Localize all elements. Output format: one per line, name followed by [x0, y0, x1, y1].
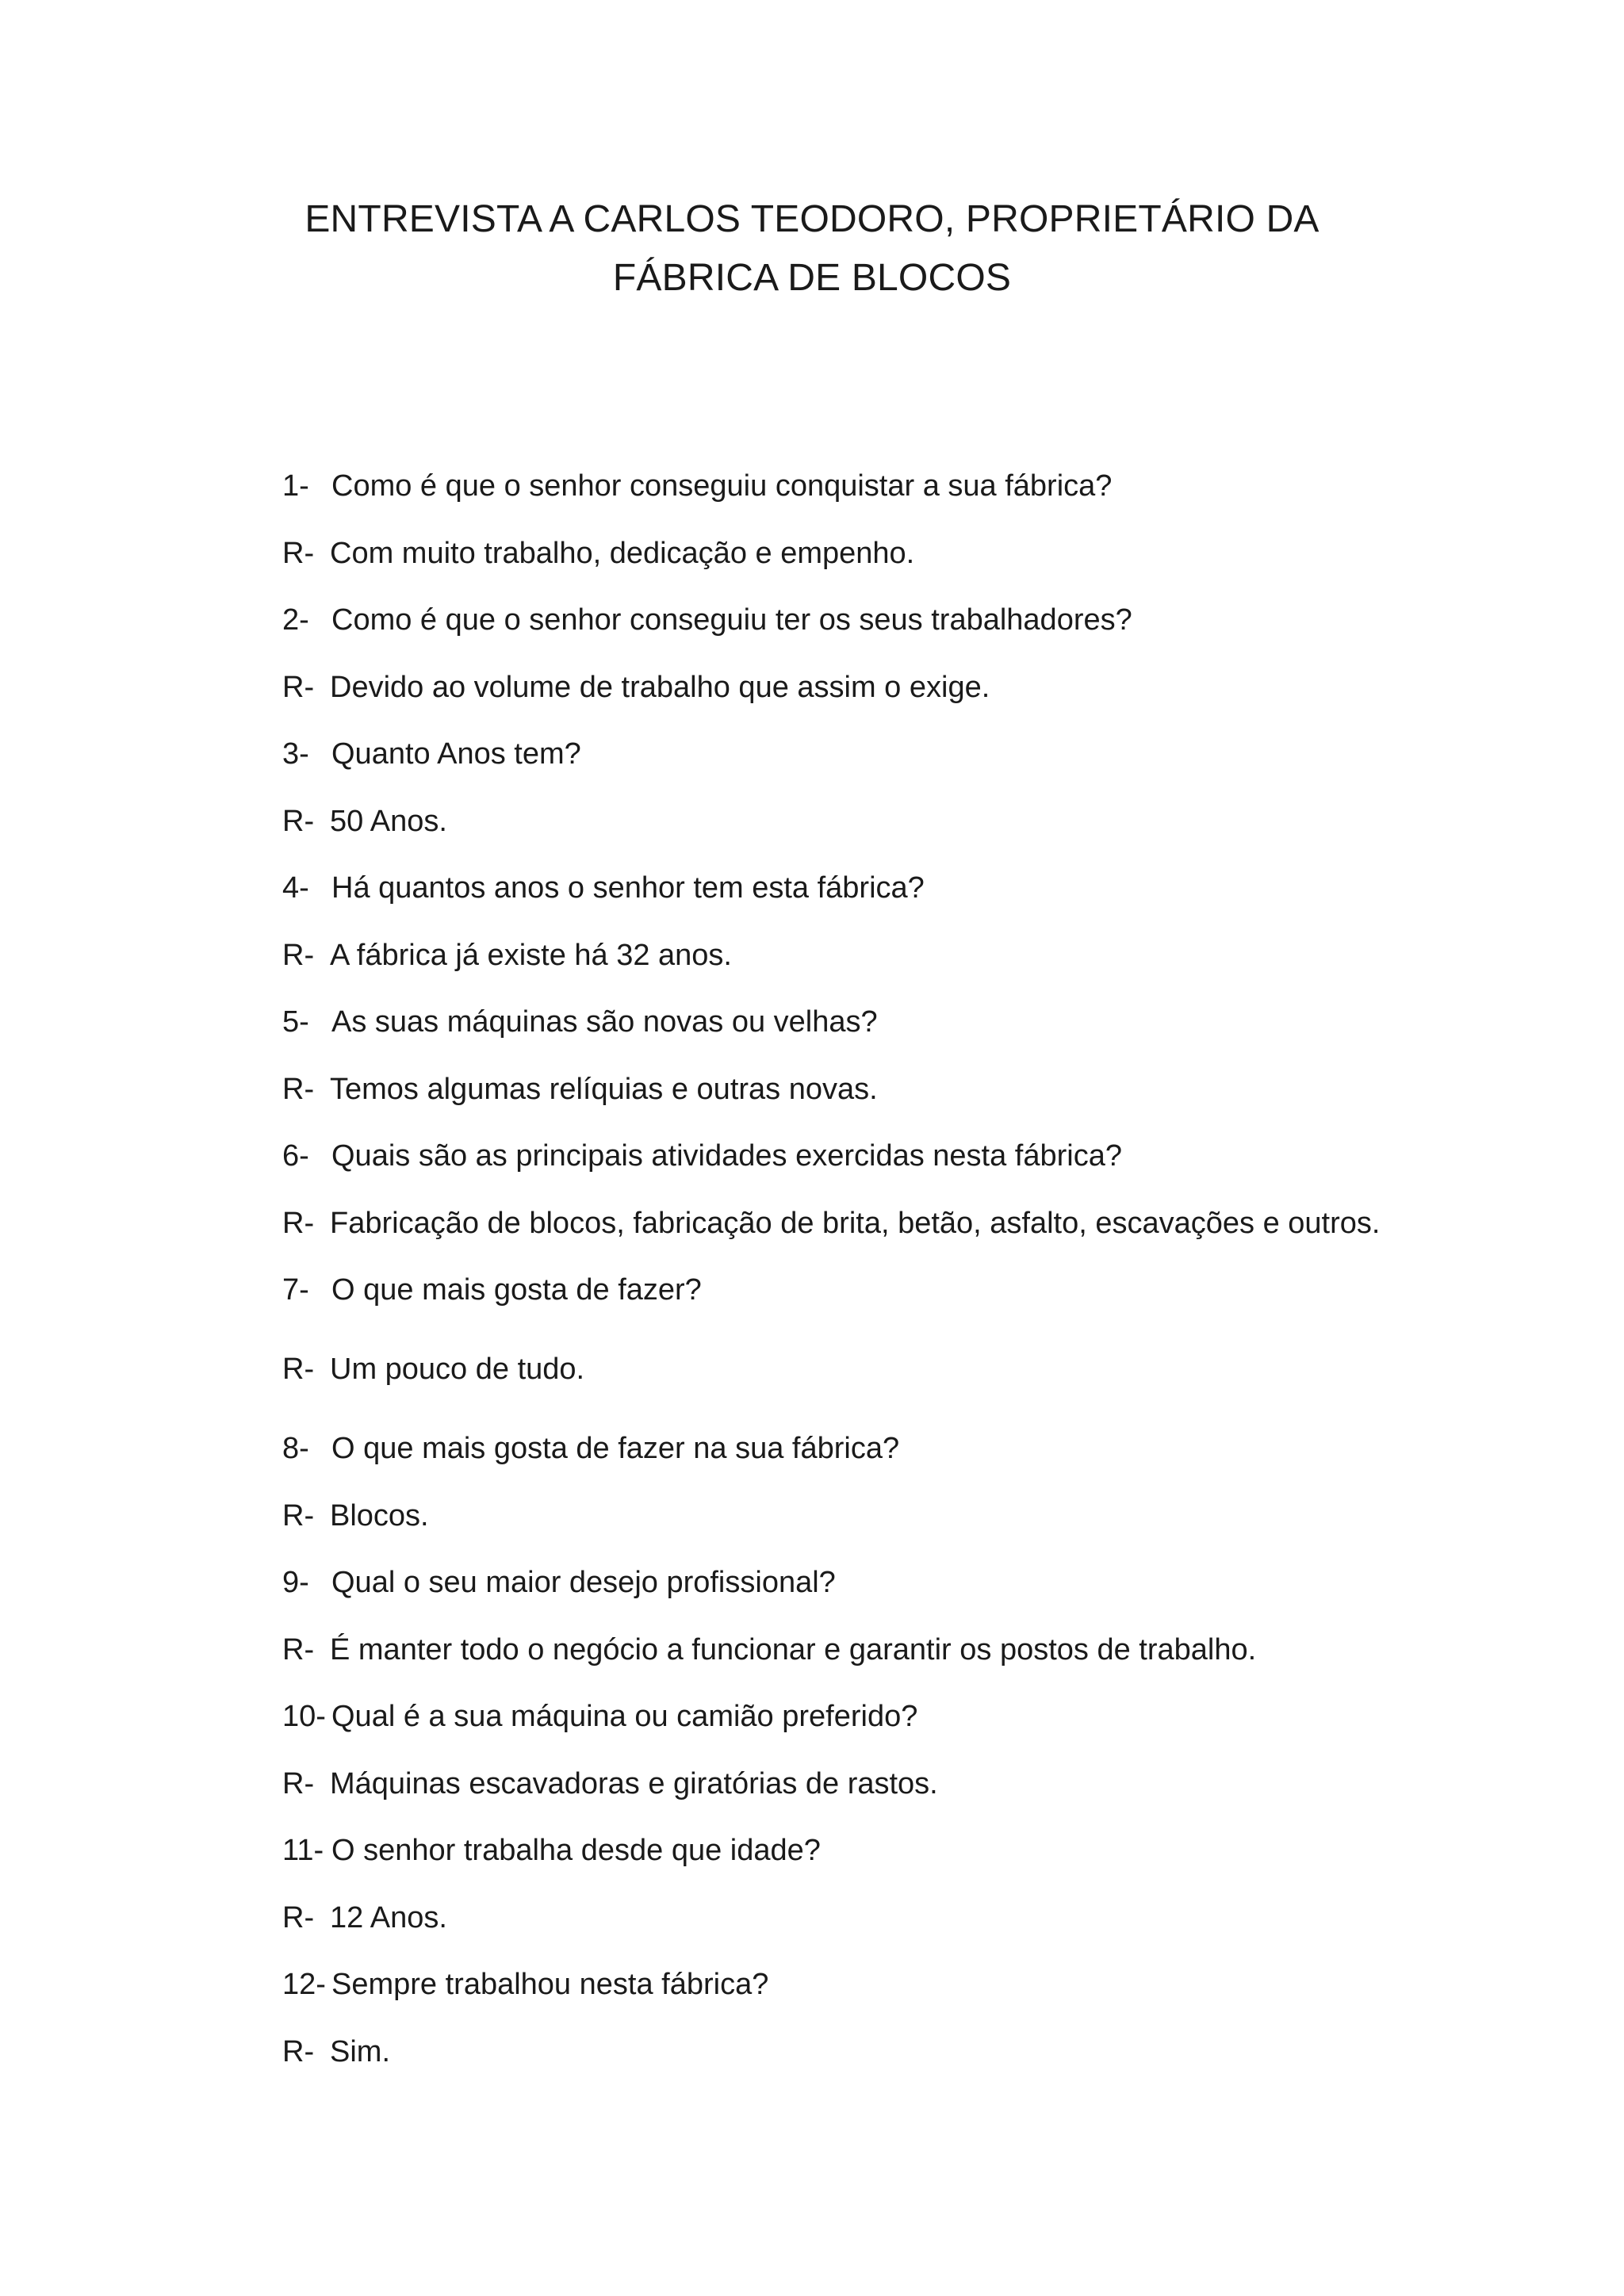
- answer-3: [282, 802, 1551, 869]
- title-line-1: ENTREVISTA A CARLOS TEODORO, PROPRIETÁRIO DA: [304, 198, 1320, 240]
- answer-text: Sim.: [330, 2034, 390, 2068]
- answer-marker: R-: [282, 1353, 315, 1386]
- answer-marker: R-: [282, 938, 315, 972]
- question-number: 6-: [282, 1139, 309, 1173]
- question-12: [282, 1965, 1551, 2032]
- question-text: O senhor trabalha desde que idade?: [331, 1834, 821, 1867]
- answer-4: [282, 936, 1551, 1003]
- question-10: [282, 1697, 1551, 1764]
- question-text: Sempre trabalhou nesta fábrica?: [331, 1968, 769, 2001]
- answer-text: Blocos.: [330, 1498, 429, 1533]
- answer-marker: R-: [282, 804, 315, 838]
- answer-6: [282, 1203, 1551, 1271]
- answer-9: [282, 1630, 1551, 1697]
- question-6: [282, 1136, 1551, 1203]
- answer-text: 50 Anos.: [330, 804, 447, 838]
- question-number: 8-: [282, 1432, 309, 1465]
- interview-qa-list: [282, 466, 1551, 2099]
- question-number: 10-: [282, 1700, 326, 1733]
- answer-2: [282, 668, 1551, 735]
- answer-text: Um pouco de tudo.: [330, 1353, 585, 1386]
- question-text: Qual o seu maior desejo profissional?: [331, 1566, 836, 1599]
- answer-marker: R-: [282, 1766, 315, 1800]
- answer-text: Com muito trabalho, dedicação e empenho.: [330, 536, 915, 570]
- question-text: Qual é a sua máquina ou camião preferido?: [331, 1700, 918, 1733]
- answer-text: Fabricação de blocos, fabricação de brita, betão, asfalto, escavações e outros.: [330, 1206, 1381, 1240]
- question-8: [282, 1429, 1551, 1496]
- answer-marker: R-: [282, 1072, 315, 1106]
- question-text: As suas máquinas são novas ou velhas?: [331, 1005, 878, 1039]
- answer-8: [282, 1496, 1551, 1563]
- question-text: Como é que o senhor conseguiu ter os seus trabalhadores?: [331, 603, 1132, 637]
- question-number: 2-: [282, 603, 309, 637]
- answer-marker: R-: [282, 2034, 315, 2068]
- answer-7: [282, 1349, 1551, 1429]
- answer-marker: R-: [282, 1498, 315, 1533]
- answer-marker: R-: [282, 1632, 315, 1667]
- document-title: [0, 190, 1624, 308]
- title-line-2: FÁBRICA DE BLOCOS: [612, 257, 1012, 299]
- answer-text: A fábrica já existe há 32 anos.: [330, 938, 732, 972]
- question-5: [282, 1002, 1551, 1070]
- question-number: 3-: [282, 737, 309, 771]
- answer-marker: R-: [282, 1206, 315, 1240]
- question-1: [282, 466, 1551, 534]
- answer-12: [282, 2032, 1551, 2099]
- question-2: [282, 600, 1551, 668]
- question-text: Quanto Anos tem?: [331, 737, 581, 771]
- question-number: 11-: [282, 1834, 324, 1867]
- question-7: [282, 1270, 1551, 1349]
- answer-marker: R-: [282, 670, 315, 704]
- answer-text: Devido ao volume de trabalho que assim o exige.: [330, 670, 990, 704]
- answer-marker: R-: [282, 536, 315, 570]
- question-4: [282, 868, 1551, 936]
- question-text: O que mais gosta de fazer?: [331, 1273, 702, 1307]
- question-9: [282, 1563, 1551, 1630]
- question-11: [282, 1831, 1551, 1898]
- question-number: 12-: [282, 1968, 326, 2001]
- answer-10: [282, 1764, 1551, 1831]
- answer-1: [282, 534, 1551, 601]
- answer-text: 12 Anos.: [330, 1900, 447, 1934]
- question-text: Há quantos anos o senhor tem esta fábrica?: [331, 871, 925, 905]
- question-number: 5-: [282, 1005, 309, 1039]
- question-number: 7-: [282, 1273, 309, 1307]
- answer-5: [282, 1070, 1551, 1137]
- question-text: O que mais gosta de fazer na sua fábrica?: [331, 1432, 900, 1465]
- answer-marker: R-: [282, 1900, 315, 1934]
- answer-11: [282, 1898, 1551, 1965]
- question-text: Quais são as principais atividades exercidas nesta fábrica?: [331, 1139, 1122, 1173]
- question-text: Como é que o senhor conseguiu conquistar a sua fábrica?: [331, 469, 1113, 503]
- answer-text: É manter todo o negócio a funcionar e garantir os postos de trabalho.: [330, 1632, 1257, 1667]
- answer-text: Máquinas escavadoras e giratórias de rastos.: [330, 1766, 938, 1800]
- question-number: 4-: [282, 871, 309, 905]
- question-number: 1-: [282, 469, 309, 503]
- question-number: 9-: [282, 1566, 309, 1599]
- question-3: [282, 734, 1551, 802]
- answer-text: Temos algumas relíquias e outras novas.: [330, 1072, 878, 1106]
